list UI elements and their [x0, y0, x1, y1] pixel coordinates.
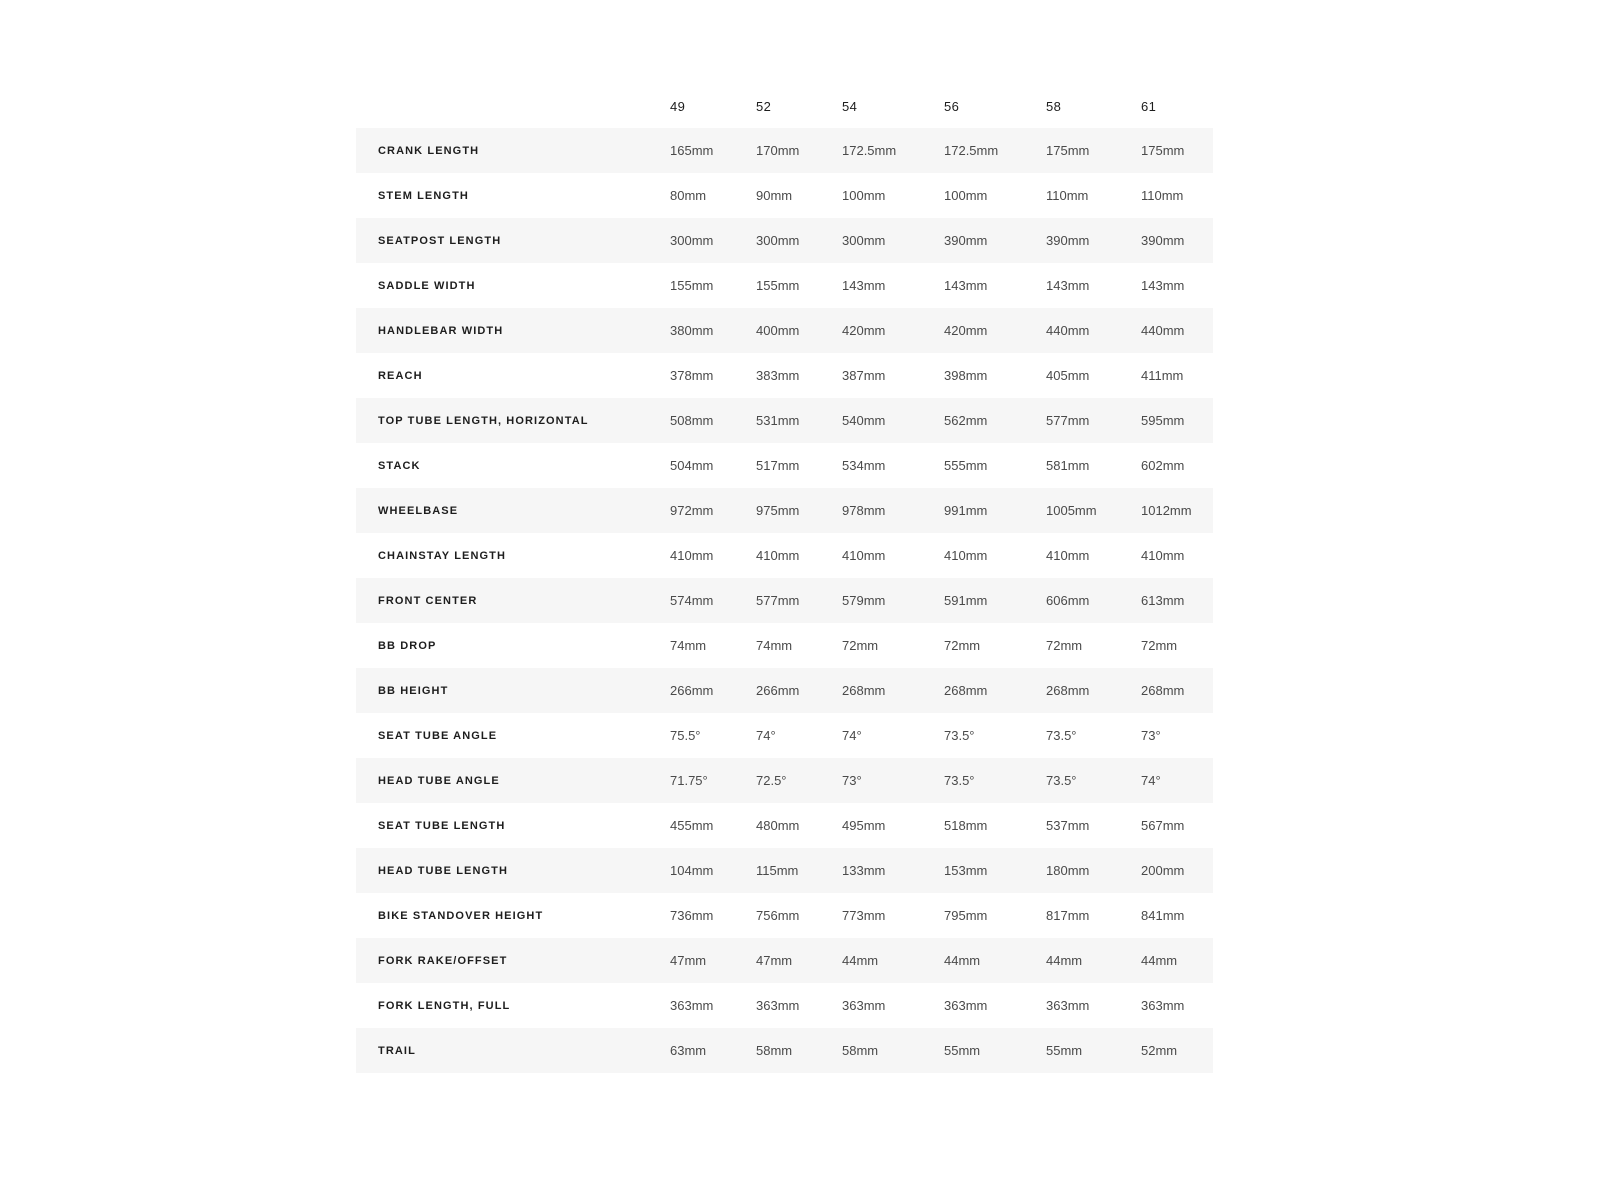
- spec-label: BIKE STANDOVER HEIGHT: [378, 909, 544, 922]
- spec-value: 74mm: [670, 638, 707, 653]
- spec-label: HEAD TUBE ANGLE: [378, 774, 500, 787]
- spec-value: 73°: [1141, 728, 1161, 743]
- spec-value: 736mm: [670, 908, 714, 923]
- spec-value: 534mm: [842, 458, 886, 473]
- spec-value: 531mm: [756, 413, 800, 428]
- spec-value: 268mm: [1046, 683, 1090, 698]
- spec-value: 44mm: [944, 953, 981, 968]
- spec-value: 73.5°: [1046, 773, 1077, 788]
- spec-value: 440mm: [1046, 323, 1090, 338]
- table-row: [356, 128, 1213, 173]
- spec-value: 155mm: [756, 278, 800, 293]
- spec-value: 440mm: [1141, 323, 1185, 338]
- spec-value: 363mm: [756, 998, 800, 1013]
- spec-value: 266mm: [670, 683, 714, 698]
- spec-value: 390mm: [1141, 233, 1185, 248]
- table-row: [356, 218, 1213, 263]
- spec-value: 383mm: [756, 368, 800, 383]
- spec-value: 1012mm: [1141, 503, 1192, 518]
- spec-value: 180mm: [1046, 863, 1090, 878]
- spec-value: 577mm: [1046, 413, 1090, 428]
- spec-label: FORK LENGTH, FULL: [378, 999, 511, 1012]
- spec-value: 200mm: [1141, 863, 1185, 878]
- spec-value: 978mm: [842, 503, 886, 518]
- spec-value: 606mm: [1046, 593, 1090, 608]
- spec-value: 44mm: [1046, 953, 1083, 968]
- spec-value: 72mm: [1046, 638, 1083, 653]
- spec-label: SEATPOST LENGTH: [378, 234, 502, 247]
- spec-value: 537mm: [1046, 818, 1090, 833]
- spec-value: 581mm: [1046, 458, 1090, 473]
- spec-value: 400mm: [756, 323, 800, 338]
- spec-value: 390mm: [944, 233, 988, 248]
- spec-value: 72mm: [1141, 638, 1178, 653]
- spec-value: 90mm: [756, 188, 793, 203]
- spec-value: 773mm: [842, 908, 886, 923]
- spec-value: 602mm: [1141, 458, 1185, 473]
- spec-value: 47mm: [756, 953, 793, 968]
- spec-value: 300mm: [756, 233, 800, 248]
- spec-value: 300mm: [842, 233, 886, 248]
- spec-value: 172.5mm: [944, 143, 999, 158]
- spec-value: 72mm: [944, 638, 981, 653]
- table-row: [356, 353, 1213, 398]
- table-row: [356, 668, 1213, 713]
- spec-label: SADDLE WIDTH: [378, 279, 476, 292]
- spec-value: 110mm: [1141, 188, 1184, 203]
- spec-value: 44mm: [842, 953, 879, 968]
- spec-value: 75.5°: [670, 728, 701, 743]
- table-row: [356, 893, 1213, 938]
- spec-value: 115mm: [756, 863, 799, 878]
- size-column-header: 56: [944, 99, 960, 114]
- table-row: [356, 623, 1213, 668]
- spec-value: 266mm: [756, 683, 800, 698]
- spec-value: 508mm: [670, 413, 714, 428]
- spec-label: BB HEIGHT: [378, 684, 449, 697]
- spec-value: 795mm: [944, 908, 988, 923]
- spec-value: 540mm: [842, 413, 886, 428]
- size-column-header: 58: [1046, 99, 1062, 114]
- spec-value: 268mm: [842, 683, 886, 698]
- spec-value: 74°: [756, 728, 776, 743]
- spec-label: FRONT CENTER: [378, 594, 478, 607]
- spec-value: 591mm: [944, 593, 988, 608]
- spec-value: 975mm: [756, 503, 800, 518]
- table-row: [356, 1028, 1213, 1073]
- spec-label: STACK: [378, 459, 421, 472]
- spec-value: 100mm: [842, 188, 886, 203]
- spec-value: 972mm: [670, 503, 714, 518]
- spec-value: 579mm: [842, 593, 886, 608]
- spec-value: 410mm: [944, 548, 988, 563]
- spec-value: 841mm: [1141, 908, 1185, 923]
- spec-value: 817mm: [1046, 908, 1090, 923]
- spec-label: HANDLEBAR WIDTH: [378, 324, 504, 337]
- spec-value: 175mm: [1046, 143, 1090, 158]
- spec-value: 363mm: [842, 998, 886, 1013]
- geometry-table: [356, 85, 1213, 1073]
- table-row: [356, 263, 1213, 308]
- spec-value: 410mm: [1141, 548, 1185, 563]
- spec-value: 756mm: [756, 908, 800, 923]
- spec-value: 71.75°: [670, 773, 708, 788]
- spec-value: 175mm: [1141, 143, 1185, 158]
- spec-value: 495mm: [842, 818, 886, 833]
- table-row: [356, 758, 1213, 803]
- spec-label: TRAIL: [378, 1044, 416, 1057]
- spec-value: 363mm: [1046, 998, 1090, 1013]
- spec-value: 143mm: [842, 278, 886, 293]
- table-row: [356, 398, 1213, 443]
- table-row: [356, 983, 1213, 1028]
- spec-value: 595mm: [1141, 413, 1185, 428]
- table-row: [356, 713, 1213, 758]
- spec-value: 363mm: [1141, 998, 1185, 1013]
- spec-value: 100mm: [944, 188, 988, 203]
- table-row: [356, 308, 1213, 353]
- spec-value: 52mm: [1141, 1043, 1178, 1058]
- spec-value: 410mm: [842, 548, 886, 563]
- spec-value: 74°: [1141, 773, 1161, 788]
- spec-value: 518mm: [944, 818, 988, 833]
- table-row: [356, 488, 1213, 533]
- spec-value: 555mm: [944, 458, 988, 473]
- spec-label: FORK RAKE/OFFSET: [378, 954, 508, 967]
- table-row: [356, 578, 1213, 623]
- spec-value: 165mm: [670, 143, 714, 158]
- size-column-header: 61: [1141, 99, 1157, 114]
- spec-label: REACH: [378, 369, 423, 382]
- spec-value: 80mm: [670, 188, 707, 203]
- table-row: [356, 938, 1213, 983]
- spec-value: 613mm: [1141, 593, 1185, 608]
- size-header-row: [356, 85, 1213, 128]
- spec-value: 155mm: [670, 278, 714, 293]
- table-row: [356, 848, 1213, 893]
- spec-value: 378mm: [670, 368, 714, 383]
- spec-label: BB DROP: [378, 639, 437, 652]
- table-row: [356, 803, 1213, 848]
- spec-value: 562mm: [944, 413, 988, 428]
- spec-label: CRANK LENGTH: [378, 144, 480, 157]
- spec-value: 455mm: [670, 818, 714, 833]
- spec-value: 47mm: [670, 953, 707, 968]
- spec-value: 405mm: [1046, 368, 1090, 383]
- spec-value: 398mm: [944, 368, 988, 383]
- spec-value: 172.5mm: [842, 143, 897, 158]
- spec-value: 133mm: [842, 863, 886, 878]
- spec-value: 410mm: [756, 548, 800, 563]
- spec-value: 72mm: [842, 638, 879, 653]
- spec-value: 110mm: [1046, 188, 1089, 203]
- spec-value: 73°: [842, 773, 862, 788]
- spec-value: 153mm: [944, 863, 988, 878]
- spec-value: 380mm: [670, 323, 714, 338]
- spec-value: 55mm: [944, 1043, 981, 1058]
- spec-value: 363mm: [944, 998, 988, 1013]
- spec-value: 504mm: [670, 458, 714, 473]
- spec-value: 411mm: [1141, 368, 1184, 383]
- spec-label: HEAD TUBE LENGTH: [378, 864, 509, 877]
- spec-value: 72.5°: [756, 773, 787, 788]
- spec-value: 410mm: [1046, 548, 1090, 563]
- spec-value: 268mm: [944, 683, 988, 698]
- spec-label: CHAINSTAY LENGTH: [378, 549, 507, 562]
- spec-value: 63mm: [670, 1043, 707, 1058]
- spec-value: 44mm: [1141, 953, 1178, 968]
- spec-value: 300mm: [670, 233, 714, 248]
- spec-value: 73.5°: [944, 773, 975, 788]
- spec-label: TOP TUBE LENGTH, HORIZONTAL: [378, 414, 589, 427]
- spec-value: 55mm: [1046, 1043, 1083, 1058]
- spec-value: 574mm: [670, 593, 714, 608]
- spec-value: 143mm: [1046, 278, 1090, 293]
- table-row: [356, 443, 1213, 488]
- spec-value: 74°: [842, 728, 862, 743]
- spec-value: 517mm: [756, 458, 800, 473]
- spec-value: 73.5°: [1046, 728, 1077, 743]
- spec-value: 390mm: [1046, 233, 1090, 248]
- spec-value: 143mm: [944, 278, 988, 293]
- spec-value: 58mm: [756, 1043, 793, 1058]
- table-row: [356, 173, 1213, 218]
- spec-label: STEM LENGTH: [378, 189, 469, 202]
- spec-value: 991mm: [944, 503, 988, 518]
- spec-value: 567mm: [1141, 818, 1185, 833]
- spec-value: 363mm: [670, 998, 714, 1013]
- spec-value: 74mm: [756, 638, 793, 653]
- spec-label: WHEELBASE: [378, 504, 459, 517]
- size-column-header: 49: [670, 99, 686, 114]
- size-header-spacer: [356, 85, 670, 128]
- spec-value: 104mm: [670, 863, 714, 878]
- spec-value: 1005mm: [1046, 503, 1097, 518]
- spec-label: SEAT TUBE LENGTH: [378, 819, 506, 832]
- spec-label: SEAT TUBE ANGLE: [378, 729, 498, 742]
- table-row: [356, 533, 1213, 578]
- spec-value: 58mm: [842, 1043, 879, 1058]
- spec-value: 73.5°: [944, 728, 975, 743]
- size-column-header: 52: [756, 99, 772, 114]
- spec-value: 170mm: [756, 143, 800, 158]
- spec-value: 577mm: [756, 593, 800, 608]
- spec-value: 420mm: [944, 323, 988, 338]
- spec-value: 420mm: [842, 323, 886, 338]
- spec-value: 143mm: [1141, 278, 1185, 293]
- spec-value: 480mm: [756, 818, 800, 833]
- size-column-header: 54: [842, 99, 858, 114]
- spec-value: 268mm: [1141, 683, 1185, 698]
- spec-value: 387mm: [842, 368, 886, 383]
- spec-value: 410mm: [670, 548, 714, 563]
